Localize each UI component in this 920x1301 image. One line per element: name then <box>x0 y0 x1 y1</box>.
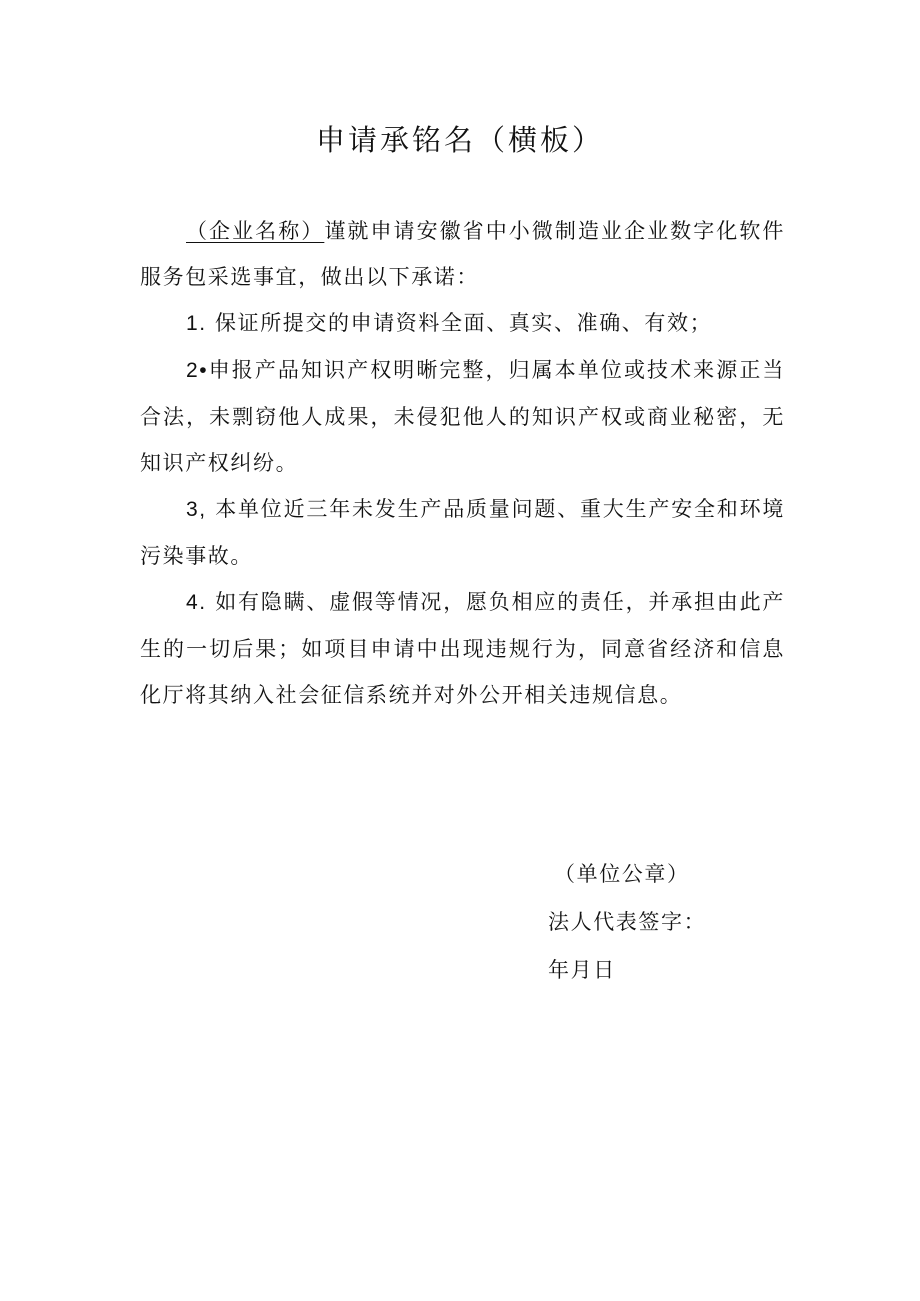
document-body <box>140 208 785 718</box>
signature-block <box>548 850 706 994</box>
commitment-item-1 <box>140 300 785 347</box>
item-text: 本单位近三年未发生产品质量问题、重大生产安全和环境污染事故。 <box>140 497 786 568</box>
item-number: 1. <box>186 312 207 335</box>
item-text: 如有隐瞒、虚假等情况，愿负相应的责任，并承担由此产生的一切后果；如项目申请中出现违规行为，同意省经济和信息化厅将其纳入社会征信系统并对外公开相关违规信息。 <box>140 590 786 707</box>
item-number: 4. <box>186 591 207 614</box>
company-name-placeholder: （企业名称） <box>186 219 325 243</box>
document-title: 申请承铭名（横板） <box>315 123 604 157</box>
commitment-item-2 <box>140 347 785 486</box>
item-text: 保证所提交的申请资料全面、真实、准确、有效； <box>215 311 713 335</box>
intro-text: 谨就申请安徽省中小微制造业企业数字化软件服务包采选事宜，做出以下承诺： <box>140 219 785 289</box>
item-text: 申报产品知识产权明晰完整，归属本单位或技术来源正当合法，未剽窃他人成果，未侵犯他人的知识产权或商业秘密，无知识产权纠纷。 <box>140 358 785 475</box>
commitment-item-4 <box>140 579 785 718</box>
legal-representative-signature-line: 法人代表签字： <box>548 910 707 934</box>
company-seal-line: （单位公章） <box>554 862 690 886</box>
intro-paragraph <box>140 208 785 300</box>
commitment-item-3 <box>140 486 785 579</box>
item-number: 3, <box>186 498 207 521</box>
date-line: 年月日 <box>548 958 616 982</box>
item-number: 2• <box>186 359 209 382</box>
